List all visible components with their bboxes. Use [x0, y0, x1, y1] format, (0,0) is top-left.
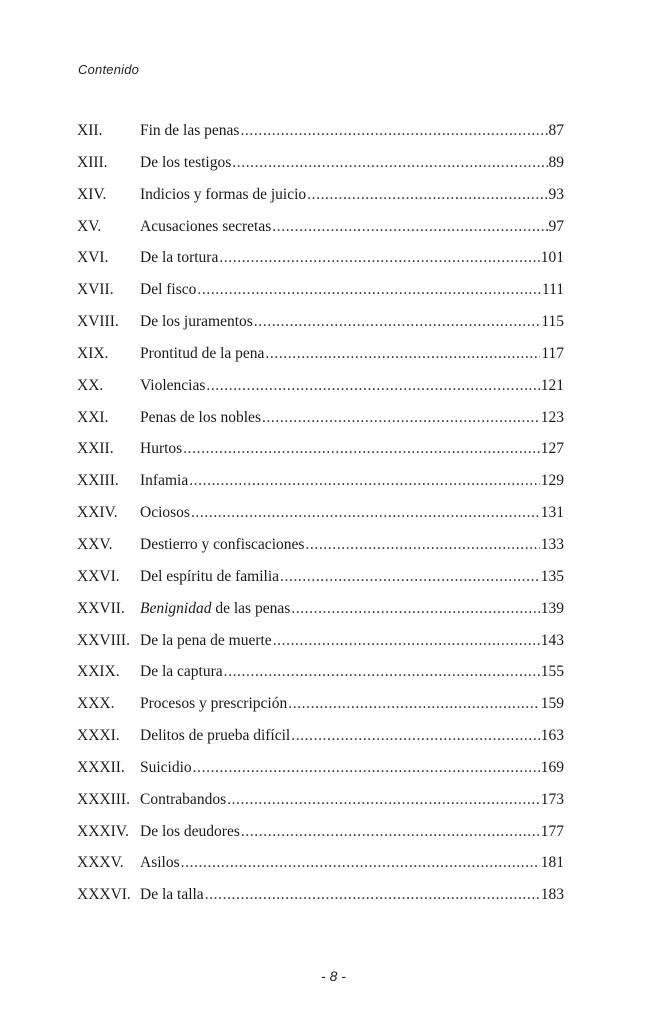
- dot-leader: [291, 727, 540, 745]
- dot-leader: [232, 154, 547, 172]
- chapter-title: Acusaciones secretas: [140, 217, 272, 235]
- chapter-title: Violencias: [140, 376, 206, 394]
- chapter-number: XXIV.: [77, 504, 118, 522]
- toc-entry: [77, 377, 564, 409]
- chapter-number: XXXI.: [77, 727, 120, 745]
- toc-entry: [77, 472, 564, 504]
- chapter-number: XIX.: [77, 344, 109, 362]
- chapter-title: De los deudores: [140, 822, 240, 840]
- toc-entry: [77, 154, 564, 186]
- page-number: 111: [541, 281, 564, 299]
- toc-entry: [77, 791, 564, 823]
- chapter-title: Del espíritu de familia: [140, 567, 280, 585]
- chapter-title: Procesos y prescripción: [140, 695, 288, 713]
- page-number: 89: [548, 153, 564, 171]
- chapter-title: De la captura: [140, 663, 223, 681]
- dot-leader: [197, 281, 541, 299]
- chapter-title: Penas de los nobles: [140, 408, 261, 426]
- toc-entry: [77, 440, 564, 472]
- chapter-number: XXII.: [77, 440, 114, 458]
- dot-leader: [219, 249, 539, 267]
- chapter-title: Infamia: [140, 472, 189, 490]
- dot-leader: [307, 186, 547, 204]
- page-number: 87: [548, 122, 564, 139]
- dot-leader: [265, 345, 540, 363]
- chapter-title: Contrabandos: [140, 790, 227, 808]
- chapter-title: Fin de las penas: [140, 122, 240, 139]
- chapter-title: Prontitud de la pena: [140, 344, 265, 362]
- toc-entry: [77, 727, 564, 759]
- toc-entry: [77, 759, 564, 791]
- page-number: 139: [540, 599, 564, 617]
- toc-entry: [77, 695, 564, 727]
- page-number: 173: [540, 790, 564, 808]
- page-number: 97: [548, 217, 564, 235]
- toc-entry: [77, 536, 564, 568]
- toc-entry: [77, 632, 564, 664]
- chapter-number: XVII.: [77, 281, 114, 299]
- dot-leader: [189, 472, 540, 490]
- chapter-number: XXX.: [77, 695, 115, 713]
- chapter-number: XIII.: [77, 153, 108, 171]
- dot-leader: [191, 504, 540, 522]
- chapter-title: De la tortura: [140, 249, 219, 267]
- chapter-title: Delitos de prueba difícil: [140, 727, 291, 745]
- page-number: 117: [541, 344, 564, 362]
- chapter-number: XXXVI.: [77, 886, 131, 904]
- page-number: 115: [541, 313, 564, 331]
- page-number: 163: [540, 727, 564, 745]
- toc-entry: [77, 249, 564, 281]
- chapter-number: XXXIII.: [77, 790, 130, 808]
- dot-leader: [227, 791, 540, 809]
- toc-entry: [77, 823, 564, 855]
- page-number: 181: [540, 854, 564, 872]
- page-number: 133: [540, 535, 564, 553]
- dot-leader: [254, 313, 541, 331]
- dot-leader: [206, 377, 539, 395]
- chapter-number: XXVIII.: [77, 631, 130, 649]
- chapter-number: XXIII.: [77, 472, 119, 490]
- table-of-contents: [77, 122, 564, 918]
- dot-leader: [193, 759, 540, 777]
- toc-entry: [77, 409, 564, 441]
- dot-leader: [224, 663, 540, 681]
- page-number: 183: [540, 886, 564, 904]
- dot-leader: [305, 536, 539, 554]
- dot-leader: [288, 695, 540, 713]
- toc-entry: [77, 854, 564, 886]
- page-number: 177: [540, 822, 564, 840]
- chapter-title: Indicios y formas de juicio: [140, 185, 307, 203]
- toc-entry: [77, 186, 564, 218]
- chapter-number: XXV.: [77, 535, 113, 553]
- chapter-title: Ociosos: [140, 504, 190, 522]
- dot-leader: [262, 409, 540, 427]
- chapter-number: XVI.: [77, 249, 109, 267]
- chapter-title: Asilos: [140, 854, 180, 872]
- chapter-title: De los testigos: [140, 153, 232, 171]
- toc-entry: [77, 122, 564, 154]
- page-number: 155: [540, 663, 564, 681]
- chapter-number: XIV.: [77, 185, 107, 203]
- dot-leader: [183, 440, 540, 458]
- page-number: 131: [540, 504, 564, 522]
- page-number: 129: [540, 472, 564, 490]
- dot-leader: [273, 632, 540, 650]
- running-header: Contenido: [78, 62, 140, 77]
- chapter-title: De la pena de muerte: [140, 631, 272, 649]
- chapter-title-italic: Benignidad: [140, 599, 212, 617]
- page-number: 143: [540, 631, 564, 649]
- chapter-title: De la talla: [140, 886, 204, 904]
- dot-leader: [291, 600, 540, 618]
- chapter-number: XII.: [77, 122, 103, 139]
- chapter-number: XXVI.: [77, 567, 120, 585]
- page-footer-number: - 8 -: [321, 968, 346, 984]
- page-number: 123: [540, 408, 564, 426]
- chapter-number: XXI.: [77, 408, 109, 426]
- chapter-number: XXIX.: [77, 663, 120, 681]
- page-number: 93: [548, 185, 564, 203]
- chapter-number: XXXII.: [77, 758, 125, 776]
- chapter-number: XXVII.: [77, 599, 125, 617]
- chapter-number: XX.: [77, 376, 104, 394]
- toc-entry: [77, 504, 564, 536]
- toc-entry: [77, 886, 564, 918]
- dot-leader: [272, 218, 547, 236]
- chapter-number: XXXIV.: [77, 822, 129, 840]
- chapter-title-rest: de las penas: [211, 599, 291, 617]
- toc-entry: [77, 313, 564, 345]
- toc-entry: [77, 600, 564, 632]
- chapter-title: Hurtos: [140, 440, 183, 458]
- toc-entry: [77, 218, 564, 250]
- chapter-title: De los juramentos: [140, 313, 253, 331]
- toc-entry: [77, 663, 564, 695]
- dot-leader: [241, 823, 540, 841]
- toc-entry: [77, 568, 564, 600]
- toc-entry: [77, 281, 564, 313]
- chapter-title: Destierro y confiscaciones: [140, 535, 305, 553]
- dot-leader: [280, 568, 540, 586]
- page-number: 159: [540, 695, 564, 713]
- dot-leader: [240, 122, 547, 140]
- chapter-title: Suicidio: [140, 758, 192, 776]
- page-number: 101: [540, 249, 564, 267]
- page-number: 121: [540, 376, 564, 394]
- chapter-title: Del fisco: [140, 281, 197, 299]
- chapter-number: XV.: [77, 217, 102, 235]
- chapter-number: XXXV.: [77, 854, 124, 872]
- chapter-title: [140, 600, 290, 618]
- page-number: 135: [540, 567, 564, 585]
- page-number: 169: [540, 758, 564, 776]
- chapter-number: XVIII.: [77, 313, 119, 331]
- toc-entry: [77, 345, 564, 377]
- dot-leader: [181, 854, 540, 872]
- dot-leader: [205, 886, 540, 904]
- page-number: 127: [540, 440, 564, 458]
